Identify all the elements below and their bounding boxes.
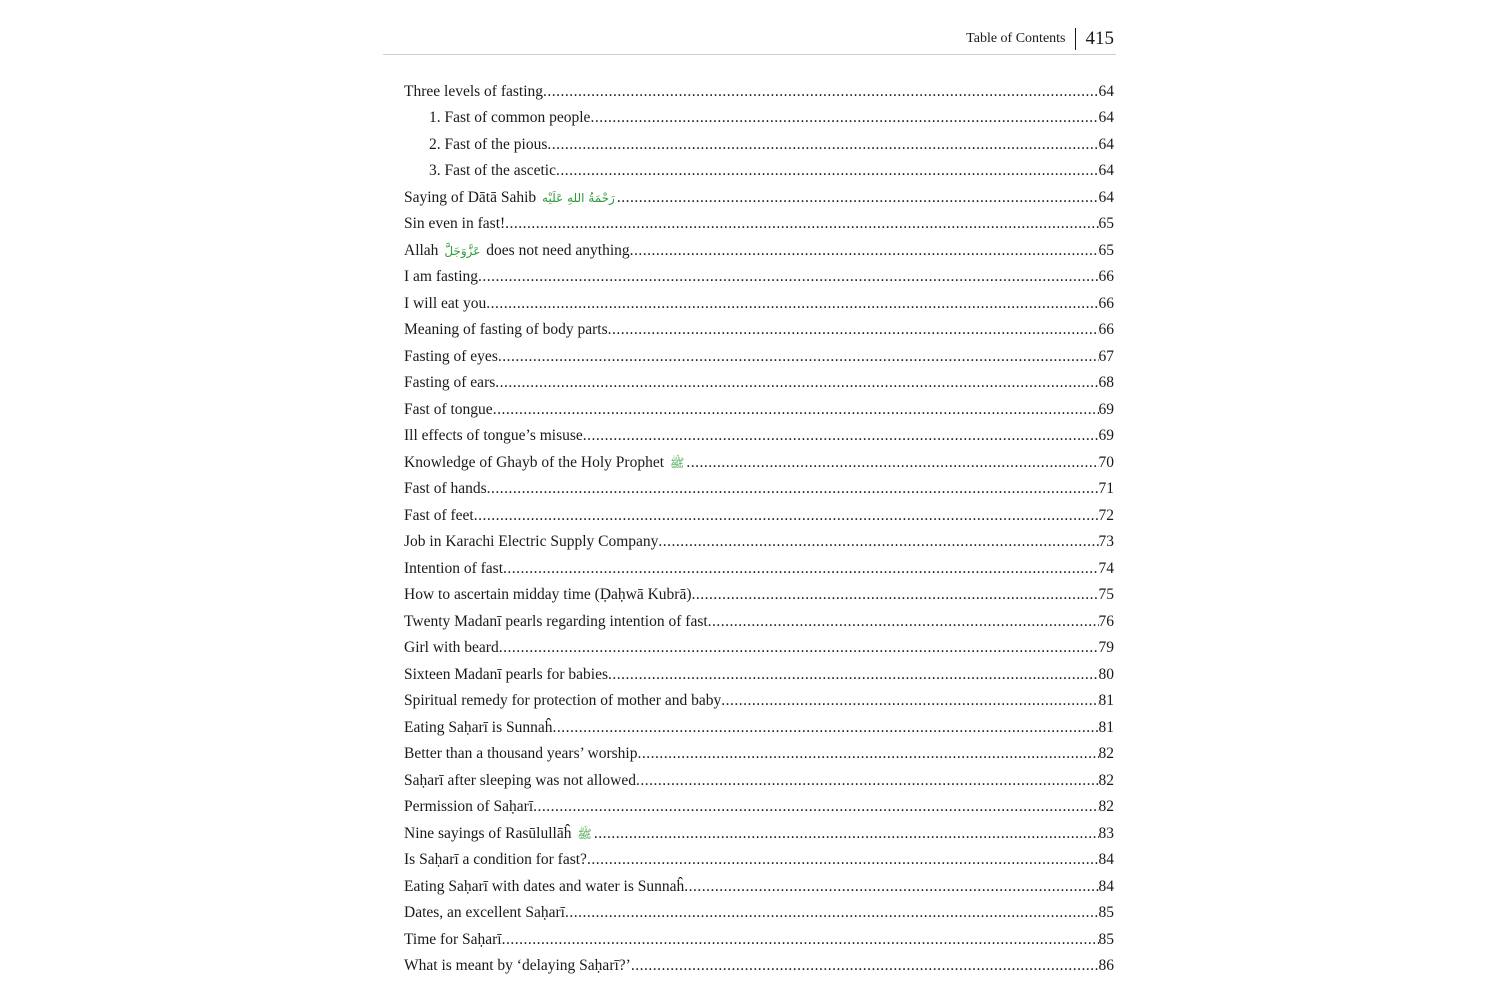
toc-entry bbox=[404, 710, 1114, 737]
table-of-contents bbox=[404, 74, 1114, 975]
toc-entry-title: Permission of Saḥarī bbox=[404, 798, 534, 815]
toc-entry bbox=[404, 684, 1114, 711]
toc-entry-label bbox=[404, 427, 583, 445]
dot-leader bbox=[631, 957, 1099, 975]
toc-entry-title: I am fasting bbox=[404, 268, 479, 285]
toc-entry bbox=[404, 339, 1114, 366]
toc-entry bbox=[404, 260, 1114, 287]
toc-entry-page: 64 bbox=[1098, 82, 1114, 100]
toc-entry bbox=[404, 657, 1114, 684]
toc-entry-page: 73 bbox=[1098, 533, 1114, 550]
toc-entry bbox=[404, 313, 1114, 340]
header-content bbox=[966, 28, 1114, 50]
toc-entry-title: I will eat you bbox=[404, 294, 487, 312]
toc-entry-label bbox=[429, 109, 590, 127]
toc-entry bbox=[404, 790, 1114, 817]
toc-entry-title: Saḥarī after sleeping was not allowed bbox=[404, 771, 636, 789]
dot-leader bbox=[708, 613, 1099, 631]
toc-entry-title: Job in Karachi Electric Supply Company bbox=[404, 533, 659, 550]
toc-entry-page: 76 bbox=[1098, 612, 1114, 630]
toc-entry-label bbox=[404, 613, 708, 631]
toc-entry-title: Nine sayings of Rasūlullāĥ bbox=[404, 824, 572, 842]
toc-entry-title: Three levels of fasting bbox=[404, 82, 544, 100]
toc-entry bbox=[404, 154, 1114, 181]
header-title: Table of Contents bbox=[966, 31, 1066, 46]
toc-entry-page: 80 bbox=[1098, 665, 1114, 683]
toc-entry bbox=[404, 922, 1114, 949]
toc-entry-title: Fast of tongue bbox=[404, 400, 493, 418]
toc-entry-title: Eating Saḥarī with dates and water is Sunnaĥ bbox=[404, 877, 685, 895]
toc-entry-page: 82 bbox=[1098, 745, 1114, 762]
toc-entry-label bbox=[404, 798, 533, 816]
toc-entry-label bbox=[404, 639, 499, 657]
toc-entry bbox=[404, 525, 1114, 552]
toc-entry-page: 82 bbox=[1098, 798, 1114, 815]
toc-entry-label bbox=[404, 957, 631, 975]
toc-entry bbox=[404, 604, 1114, 631]
toc-entry-title: Ill effects of tongue’s misuse bbox=[404, 427, 583, 444]
toc-entry bbox=[404, 180, 1114, 207]
dot-leader bbox=[495, 374, 1098, 392]
honorific-calligraphy: ﷺ bbox=[669, 455, 685, 470]
dot-leader bbox=[637, 745, 1098, 763]
toc-entry-page: 85 bbox=[1098, 904, 1114, 921]
dot-leader bbox=[499, 639, 1099, 657]
toc-entry bbox=[404, 816, 1114, 843]
toc-entry-page: 64 bbox=[1098, 135, 1114, 153]
dot-leader bbox=[565, 904, 1099, 922]
toc-entry-label bbox=[404, 83, 543, 101]
toc-entry-title: 2. Fast of the pious bbox=[429, 135, 548, 153]
toc-entry-title: Fast of hands bbox=[404, 480, 487, 497]
toc-entry-page: 84 bbox=[1098, 877, 1114, 895]
dot-leader bbox=[487, 480, 1099, 498]
toc-entry-label bbox=[404, 374, 495, 392]
toc-entry-label bbox=[404, 321, 608, 339]
toc-entry-label bbox=[404, 533, 658, 551]
toc-entry-title: Is Saḥarī a condition for fast? bbox=[404, 851, 587, 868]
toc-entry-page: 66 bbox=[1098, 294, 1114, 312]
dot-leader bbox=[686, 454, 1098, 472]
toc-entry-label bbox=[404, 878, 684, 896]
toc-entry-label bbox=[404, 507, 474, 525]
toc-entry-title: What is meant by ‘delaying Saḥarī?’ bbox=[404, 957, 631, 974]
toc-entry-label bbox=[429, 162, 556, 180]
toc-entry bbox=[404, 737, 1114, 764]
toc-entry bbox=[404, 233, 1114, 260]
toc-entry-title: Sin even in fast! bbox=[404, 215, 506, 232]
toc-entry-page: 81 bbox=[1098, 718, 1114, 736]
toc-entry-title: Girl with beard bbox=[404, 639, 499, 656]
toc-entry-label bbox=[404, 719, 553, 737]
toc-entry-page: 82 bbox=[1098, 771, 1114, 789]
honorific-calligraphy: رَحْمَةُ اللهِ عَلَيْه bbox=[542, 190, 615, 205]
toc-entry-title: Allah bbox=[404, 241, 439, 259]
toc-entry-label bbox=[404, 692, 721, 710]
toc-entry bbox=[404, 74, 1114, 101]
dot-leader bbox=[543, 83, 1098, 101]
toc-entry-page: 74 bbox=[1098, 559, 1114, 577]
toc-entry-page: 66 bbox=[1098, 268, 1114, 285]
dot-leader bbox=[608, 666, 1098, 684]
toc-entry-title: Sixteen Madanī pearls for babies bbox=[404, 665, 609, 683]
toc-entry-page: 66 bbox=[1098, 321, 1114, 338]
toc-entry bbox=[404, 763, 1114, 790]
toc-entry-label bbox=[404, 904, 565, 922]
toc-entry bbox=[404, 286, 1114, 313]
dot-leader bbox=[533, 798, 1098, 816]
toc-entry-label bbox=[404, 189, 617, 207]
dot-leader bbox=[590, 109, 1098, 127]
toc-entry-title: Fasting of eyes bbox=[404, 347, 498, 365]
toc-entry bbox=[404, 949, 1114, 976]
toc-entry-label bbox=[404, 666, 608, 684]
toc-entry-label bbox=[429, 136, 547, 154]
honorific-calligraphy: عَزَّوَجَلَّ bbox=[444, 243, 481, 258]
toc-entry-page: 75 bbox=[1098, 586, 1114, 603]
page-number: 415 bbox=[1085, 28, 1114, 49]
toc-entry-title: Eating Saḥarī is Sunnaĥ bbox=[404, 718, 553, 736]
honorific-calligraphy: ﷺ bbox=[577, 826, 592, 841]
dot-leader bbox=[556, 162, 1099, 180]
dot-leader bbox=[502, 931, 1099, 949]
toc-entry bbox=[404, 869, 1114, 896]
toc-entry bbox=[404, 366, 1114, 393]
toc-entry-page: 64 bbox=[1098, 188, 1114, 206]
toc-entry-page: 85 bbox=[1098, 930, 1114, 948]
toc-entry-label bbox=[404, 851, 587, 869]
dot-leader bbox=[553, 719, 1099, 737]
toc-entry-page: 65 bbox=[1098, 241, 1114, 259]
toc-entry-page: 65 bbox=[1098, 215, 1114, 232]
toc-entry bbox=[404, 392, 1114, 419]
toc-entry-page: 69 bbox=[1098, 427, 1114, 444]
dot-leader bbox=[583, 427, 1099, 445]
toc-entry-title: Fast of feet bbox=[404, 506, 474, 524]
toc-entry-page: 83 bbox=[1098, 824, 1114, 842]
toc-entry-title: 3. Fast of the ascetic bbox=[429, 162, 556, 179]
toc-entry-title: 1. Fast of common people bbox=[429, 109, 591, 126]
toc-entry bbox=[404, 578, 1114, 605]
page-header bbox=[383, 26, 1116, 55]
dot-leader bbox=[547, 136, 1098, 154]
toc-entry-label bbox=[404, 772, 636, 790]
toc-entry-title: Twenty Madanī pearls regarding intention of fast bbox=[404, 612, 708, 630]
toc-entry-page: 67 bbox=[1098, 347, 1114, 365]
toc-entry bbox=[404, 551, 1114, 578]
dot-leader bbox=[608, 321, 1099, 339]
toc-entry bbox=[404, 498, 1114, 525]
toc-entry-page: 69 bbox=[1098, 400, 1114, 418]
toc-entry-title: Better than a thousand years’ worship bbox=[404, 745, 638, 762]
toc-entry bbox=[404, 472, 1114, 499]
toc-entry-title: Knowledge of Ghayb of the Holy Prophet bbox=[404, 453, 665, 471]
toc-entry-label bbox=[404, 295, 486, 313]
dot-leader bbox=[503, 560, 1098, 578]
toc-entry-title: Dates, an excellent Saḥarī bbox=[404, 904, 565, 921]
dot-leader bbox=[684, 878, 1098, 896]
toc-entry-page: 64 bbox=[1098, 109, 1114, 126]
dot-leader bbox=[630, 242, 1099, 260]
dot-leader bbox=[636, 772, 1099, 790]
toc-entry-title: Fasting of ears bbox=[404, 374, 496, 391]
toc-entry-title: Intention of fast bbox=[404, 559, 504, 577]
dot-leader bbox=[587, 851, 1099, 869]
toc-entry-title: Meaning of fasting of body parts bbox=[404, 321, 608, 338]
toc-entry bbox=[404, 631, 1114, 658]
dot-leader bbox=[692, 586, 1099, 604]
dot-leader bbox=[617, 189, 1099, 207]
toc-entry-label bbox=[404, 745, 637, 763]
toc-entry-label bbox=[404, 931, 502, 949]
dot-leader bbox=[505, 215, 1098, 233]
toc-entry bbox=[404, 896, 1114, 923]
toc-entry-title-continued: does not need anything bbox=[486, 241, 630, 259]
toc-entry-page: 86 bbox=[1098, 957, 1114, 974]
toc-entry-label bbox=[404, 242, 630, 260]
toc-entry-title: How to ascertain midday time (Ḍaḥwā Kubrā) bbox=[404, 586, 692, 603]
dot-leader bbox=[486, 295, 1098, 313]
toc-entry-label bbox=[404, 825, 594, 843]
toc-entry bbox=[404, 101, 1114, 128]
toc-entry bbox=[404, 843, 1114, 870]
dot-leader bbox=[498, 348, 1099, 366]
toc-entry-label bbox=[404, 480, 487, 498]
toc-entry-label bbox=[404, 348, 498, 366]
toc-entry-label bbox=[404, 560, 503, 578]
toc-entry-label bbox=[404, 215, 505, 233]
toc-entry bbox=[404, 445, 1114, 472]
dot-leader bbox=[721, 692, 1098, 710]
toc-entry-page: 70 bbox=[1098, 453, 1114, 471]
toc-entry-label bbox=[404, 401, 493, 419]
toc-entry-page: 64 bbox=[1098, 162, 1114, 179]
toc-entry-page: 79 bbox=[1098, 639, 1114, 656]
toc-entry-title: Time for Saḥarī bbox=[404, 930, 502, 948]
toc-entry-label bbox=[404, 268, 478, 286]
toc-entry-title: Saying of Dātā Sahib bbox=[404, 188, 537, 206]
toc-entry-title: Spiritual remedy for protection of mother and baby bbox=[404, 692, 722, 709]
dot-leader bbox=[478, 268, 1098, 286]
toc-entry-page: 72 bbox=[1098, 506, 1114, 524]
dot-leader bbox=[594, 825, 1099, 843]
dot-leader bbox=[658, 533, 1098, 551]
dot-leader bbox=[474, 507, 1099, 525]
toc-entry-page: 68 bbox=[1098, 374, 1114, 391]
toc-entry bbox=[404, 419, 1114, 446]
toc-entry-page: 84 bbox=[1098, 851, 1114, 868]
toc-entry bbox=[404, 207, 1114, 234]
toc-entry-page: 71 bbox=[1098, 480, 1114, 497]
toc-entry-label bbox=[404, 454, 686, 472]
toc-entry-label bbox=[404, 586, 692, 604]
toc-entry-page: 81 bbox=[1098, 692, 1114, 709]
dot-leader bbox=[493, 401, 1099, 419]
toc-entry bbox=[404, 127, 1114, 154]
